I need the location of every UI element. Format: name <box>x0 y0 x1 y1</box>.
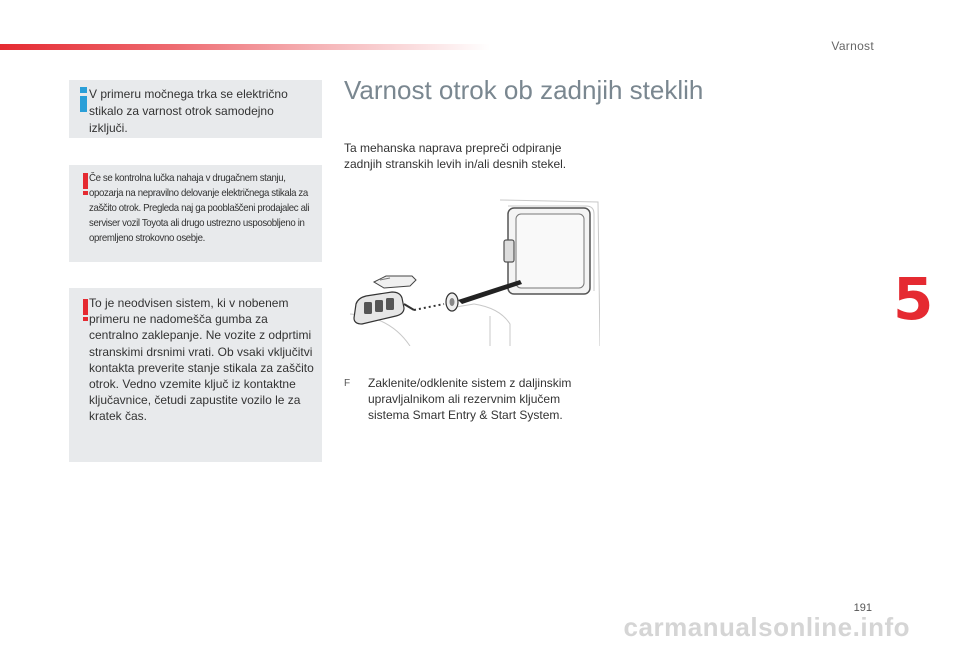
warning-note-indicator <box>69 165 322 262</box>
step-bullet: F <box>344 378 351 389</box>
header-accent-bar <box>0 44 490 50</box>
info-note <box>69 80 322 138</box>
warning-icon <box>83 173 88 195</box>
warning-note-independent-system-text: To je neodvisen sistem, ki v nobenem primeru ne nadomešča gumba za centralno zaklepanje. Ne vozite z odprtimi stranskimi drsnimi vrati. Ob vsaki vključitvi kontakta preverite stanje stikala za zaščito otrok. Vedno vzemite ključ iz kontaktne ključavnice, četudi zapustite vozilo le za kratek čas. <box>89 296 314 424</box>
warning-icon <box>83 299 88 321</box>
warning-note-indicator-text: Če se kontrolna lučka nahaja v drugačnem stanju, opozarja na nepravilno delovanje električnega stikala za zaščito otrok. Pregleda naj ga pooblaščeni prodajalec ali serviser vozil Toyota ali drugo ustrezno usposobljeno in opremljeno strokovno osebje. <box>89 172 310 244</box>
spare-key <box>374 276 416 288</box>
info-icon <box>80 87 88 111</box>
warning-note-independent-system <box>69 288 322 462</box>
intro-paragraph: Ta mehanska naprava prepreči odpiranje zadnjih stranskih levih in/ali desnih stekel. <box>344 141 567 171</box>
remote-key-fob <box>354 292 414 324</box>
watermark: carmanualsonline.info <box>623 612 910 642</box>
lock-handle <box>504 240 514 262</box>
section-title: Varnost <box>831 39 874 53</box>
info-note-text: V primeru močnega trka se električno stikalo za varnost otrok samodejno izključi. <box>89 87 288 135</box>
insertion-dots <box>414 304 444 310</box>
page-title: Varnost otrok ob zadnjih steklih <box>344 75 704 105</box>
rear-window-key-illustration <box>350 196 600 346</box>
chapter-number: 5 <box>893 265 934 333</box>
window-glass <box>516 214 584 288</box>
key-lock-cylinder <box>446 293 458 311</box>
page-number: 191 <box>853 602 872 614</box>
step-text: Zaklenite/odklenite sistem z daljinskim upravljalnikom ali rezervnim ključem sistema Smart Entry & Start System. <box>368 376 572 422</box>
